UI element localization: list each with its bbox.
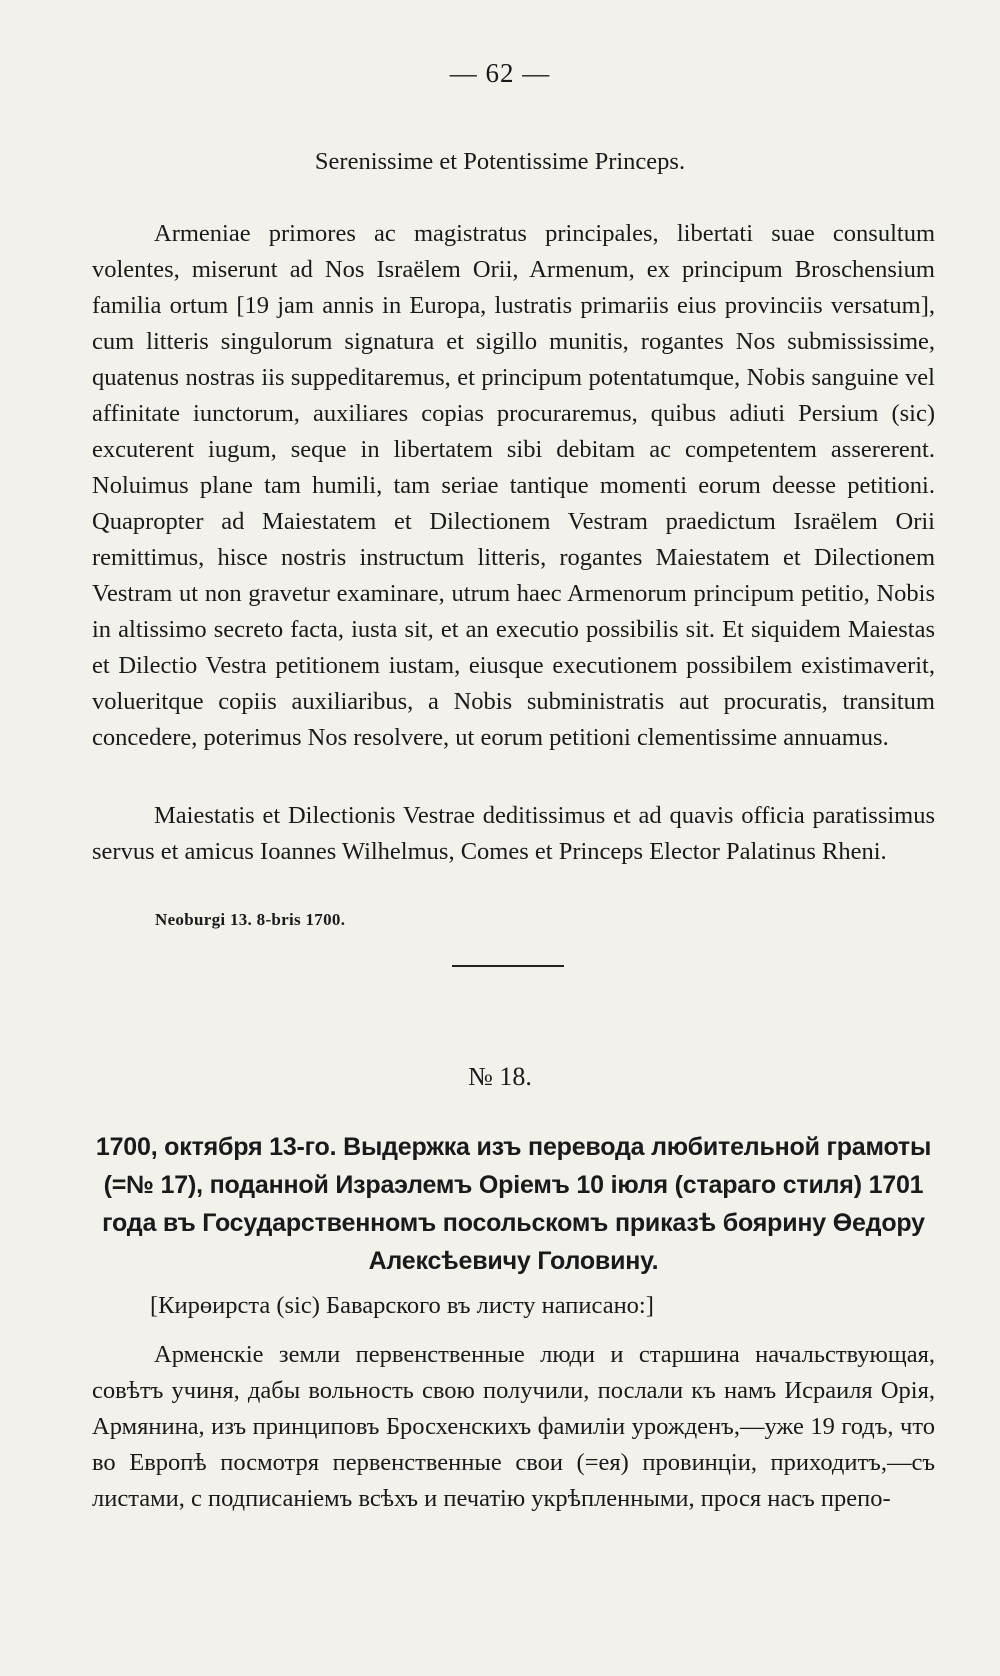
letter-signature: Maiestatis et Dilectionis Vestrae deditissimus et ad quavis officia paratissimus servus et amicus Ioannes Wilhelmus, Comes et Princeps Elector Palatinus Rheni. xyxy=(92,802,935,865)
document-note: [Кирөирста (sic) Баварского въ листу написано:] xyxy=(150,1292,654,1319)
letter-body: Armeniae primores ac magistratus principales, libertati suae consultum volentes, miserunt ad Nos Israëlem Orii, Armenum, ex principum Broschensium familia ortum [19 jam annis in Europa, lustratis primariis eius provinciis versatum], cum litteris singulorum signatura et sigillo munitis, rogantes Nos submississime, quatenus nostras iis suppeditaremus, et principum potentatumque, Nobis sanguine vel affinitate iunctorum, auxiliares copias procuraremus, quibus adiuti Persium (sic) excuterent iugum, seque in libertatem sibi debitam ac competentem assererent. Noluimus plane tam humili, tam seriae tantique momenti eorum deesse petitioni. Quapropter ad Maiestatem et Dilectionem Vestram praedictum Israëlem Orii remittimus, hisce nostris instructum litteris, rogantes Maiestatem et Dilectionem Vestram ut non gravetur examinare, utrum haec Armenorum principum petitio, Nobis in altissimo secreto facta, iusta sit, et an executio possibilis sit. Et siquidem Maiestas et Dilectio Vestra petitionem iustam, eiusque executionem possibilem existimaverit, volueritque copiis auxiliaribus, a Nobis subministratis aut procuratis, transitum concedere, poterimus Nos resolvere, ut eorum petitioni clementissime annuamus. xyxy=(92,220,935,751)
page-number: — 62 — xyxy=(449,58,551,88)
letter-date: Neoburgi 13. 8-bris 1700. xyxy=(155,910,346,929)
section-divider xyxy=(452,965,564,967)
document-number: № 18. xyxy=(468,1062,532,1091)
document-heading: 1700, октября 13-го. Выдержка изъ перевода любительной грамоты (=№ 17), поданной Израэлемъ Оріемъ 10 іюля (стараго стиля) 1701 года въ Государственномъ посольскомъ приказѣ боярину Өедору Алексѣевичу Головину. xyxy=(95,1133,932,1275)
letter-salutation: Serenissime et Potentissime Princeps. xyxy=(314,148,686,175)
document-body: Арменскіе земли первенственные люди и старшина начальствующая, совѣтъ учиня, дабы вольность свою получили, послали къ намъ Исраиля Орія, Армянина, изъ принциповъ Бросхенскихъ фамиліи урожденъ,—уже 19 годъ, что во Европѣ посмотря первенственные свои (=ея) провинціи, приходитъ,—съ листами, с подписаніемъ всѣхъ и печатію укрѣпленными, прося насъ препо- xyxy=(92,1341,935,1512)
